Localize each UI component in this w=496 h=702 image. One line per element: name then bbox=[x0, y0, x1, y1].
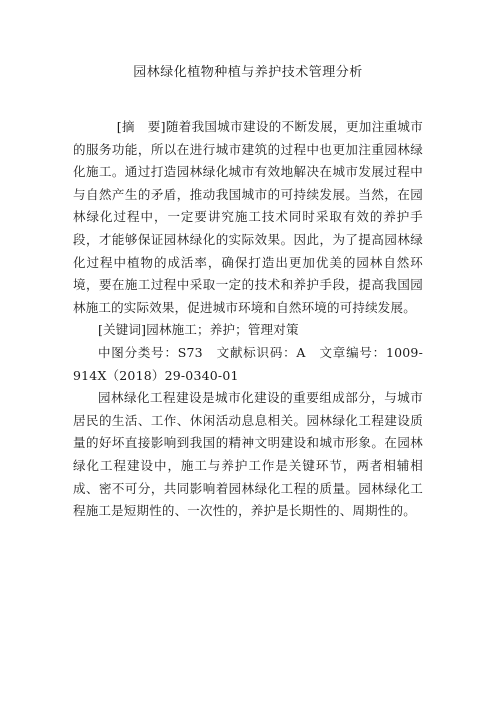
classification-line: 中图分类号：S73 文献标识码：A 文章编号：1009-914X（2018）29-0340-01 bbox=[73, 344, 423, 383]
document-title: 园林绿化植物种植与养护技术管理分析 bbox=[133, 65, 363, 80]
abstract-paragraph: [摘 要]随着我国城市建设的不断发展，更加注重城市的服务功能，所以在进行城市建筑的过程中也更加注重园林绿化施工。通过打造园林绿化城市有效地解决在城市发展过程中与自然产生的矛盾，推动我国城市的可持续发展。当然，在园林绿化过程中，一定要讲究施工技术同时采取有效的养护手段，才能够保证园林绿化的实际效果。因此，为了提高园林绿化过程中植物的成活率，确保打造出更加优美的园林自然环境，要在施工过程中采取一定的技术和养护手段，提高我国园林施工的实际效果，促进城市环境和自然环境的可持续发展。 bbox=[73, 119, 423, 315]
keywords-line: [关键词]园林施工；养护；管理对策 bbox=[98, 322, 299, 338]
body-paragraph: 园林绿化工程建设是城市化建设的重要组成部分，与城市居民的生活、工作、休闲活动息息相关。园林绿化工程建设质量的好坏直接影响到我国的精神文明建设和城市形象。在园林绿化工程建设中，施工与养护工作是关键环节，两者相辅相成、密不可分，共同影响着园林绿化工程的质量。园林绿化工程施工是短期性的、一次性的，养护是长期性的、周期性的。 bbox=[73, 390, 423, 519]
document-body bbox=[73, 116, 423, 523]
